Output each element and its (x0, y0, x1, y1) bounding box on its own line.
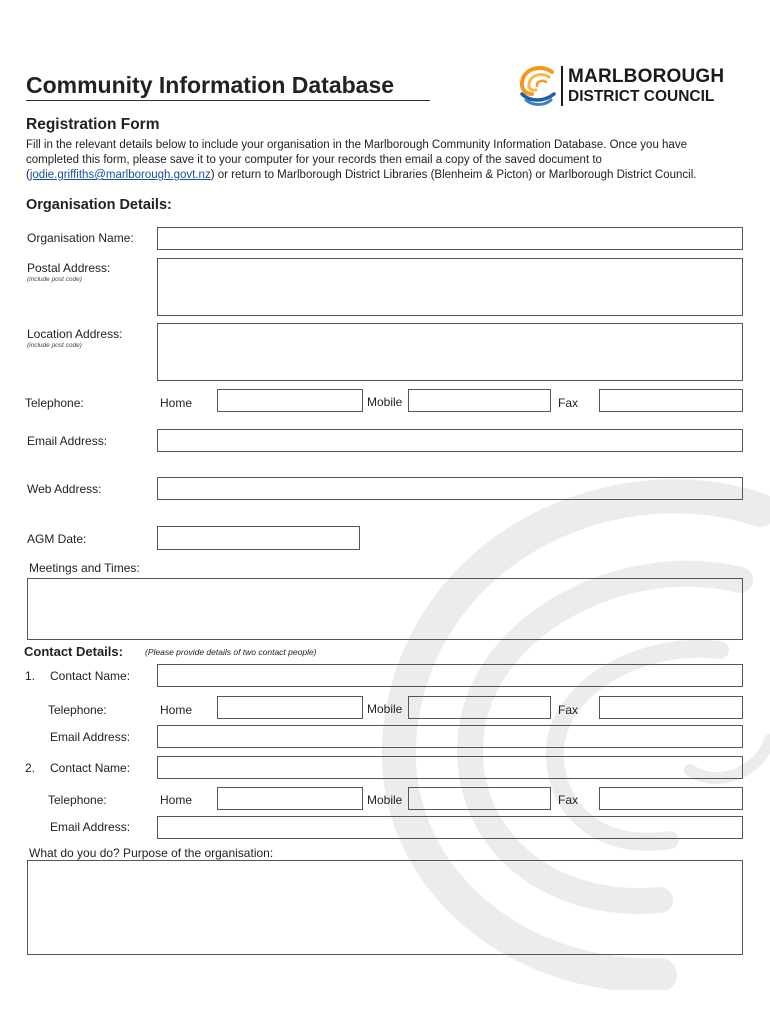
contact-1-email-input[interactable] (157, 725, 743, 748)
contact-details-note: (Please provide details of two contact people) (145, 647, 317, 657)
web-address-input[interactable] (157, 477, 743, 500)
fax-input[interactable] (599, 389, 743, 412)
location-address-note: (include post code) (27, 342, 82, 349)
contact-2-mobile-label: Mobile (367, 793, 403, 807)
meetings-times-input[interactable] (27, 578, 743, 640)
contact-2-mobile-input[interactable] (408, 787, 551, 810)
contact-1-fax-label: Fax (558, 703, 579, 717)
postal-address-note: (include post code) (27, 276, 82, 283)
agm-date-label: AGM Date: (27, 532, 87, 546)
logo-divider (561, 66, 563, 106)
page-title: Community Information Database (26, 72, 395, 98)
registration-form-heading: Registration Form (26, 116, 160, 133)
council-logo-icon (518, 64, 558, 108)
organisation-details-heading: Organisation Details: (26, 197, 172, 213)
organisation-name-input[interactable] (157, 227, 743, 250)
contact-1-home-label: Home (160, 703, 193, 717)
meetings-times-label: Meetings and Times: (29, 561, 140, 575)
telephone-label: Telephone: (25, 396, 84, 410)
contact-2-name-label: Contact Name: (50, 761, 131, 775)
contact-1-home-input[interactable] (217, 696, 363, 719)
contact-1-fax-input[interactable] (599, 696, 743, 719)
location-address-label: Location Address: (27, 327, 123, 341)
postal-address-label: Postal Address: (27, 261, 111, 275)
agm-date-input[interactable] (157, 526, 360, 550)
contact-2-telephone-label: Telephone: (48, 793, 107, 807)
contact-details-heading: Contact Details: (24, 644, 123, 659)
purpose-label: What do you do? Purpose of the organisation: (29, 846, 274, 860)
postal-address-input[interactable] (157, 258, 743, 316)
contact-2-home-label: Home (160, 793, 193, 807)
contact-2-email-input[interactable] (157, 816, 743, 839)
title-underline (26, 100, 430, 101)
email-address-input[interactable] (157, 429, 743, 452)
contact-2-email-label: Email Address: (50, 820, 131, 834)
location-address-input[interactable] (157, 323, 743, 381)
logo-text-marlborough: MARLBOROUGH (568, 66, 725, 87)
contact-2-fax-label: Fax (558, 793, 579, 807)
contact-2-fax-input[interactable] (599, 787, 743, 810)
contact-email-link[interactable]: jodie.griffiths@marlborough.govt.nz (29, 169, 211, 181)
contact-2-home-input[interactable] (217, 787, 363, 810)
purpose-input[interactable] (27, 860, 743, 955)
organisation-name-label: Organisation Name: (27, 231, 134, 245)
mobile-phone-label: Mobile (367, 395, 403, 409)
contact-1-email-label: Email Address: (50, 730, 131, 744)
logo-text-district-council: DISTRICT COUNCIL (568, 88, 715, 105)
contact-1-name-input[interactable] (157, 664, 743, 687)
contact-2-name-input[interactable] (157, 756, 743, 779)
email-address-label: Email Address: (27, 434, 108, 448)
intro-paragraph (26, 138, 726, 183)
contact-1-mobile-label: Mobile (367, 702, 403, 716)
home-phone-label: Home (160, 396, 193, 410)
contact-1-telephone-label: Telephone: (48, 703, 107, 717)
contact-1-name-label: Contact Name: (50, 669, 131, 683)
contact-2-number: 2. (25, 761, 36, 775)
home-phone-input[interactable] (217, 389, 363, 412)
fax-label: Fax (558, 396, 579, 410)
contact-1-number: 1. (25, 669, 36, 683)
web-address-label: Web Address: (27, 482, 102, 496)
intro-text-before: Fill in the relevant details below to include your organisation in the Marlborough Community Information Database. Once you have completed this form, please save it to your computer for your records then email a copy of the saved document to ( (26, 139, 687, 181)
contact-1-mobile-input[interactable] (408, 696, 551, 719)
intro-text-after: ) or return to Marlborough District Libraries (Blenheim & Picton) or Marlborough District Council. (210, 169, 697, 181)
mobile-phone-input[interactable] (408, 389, 551, 412)
